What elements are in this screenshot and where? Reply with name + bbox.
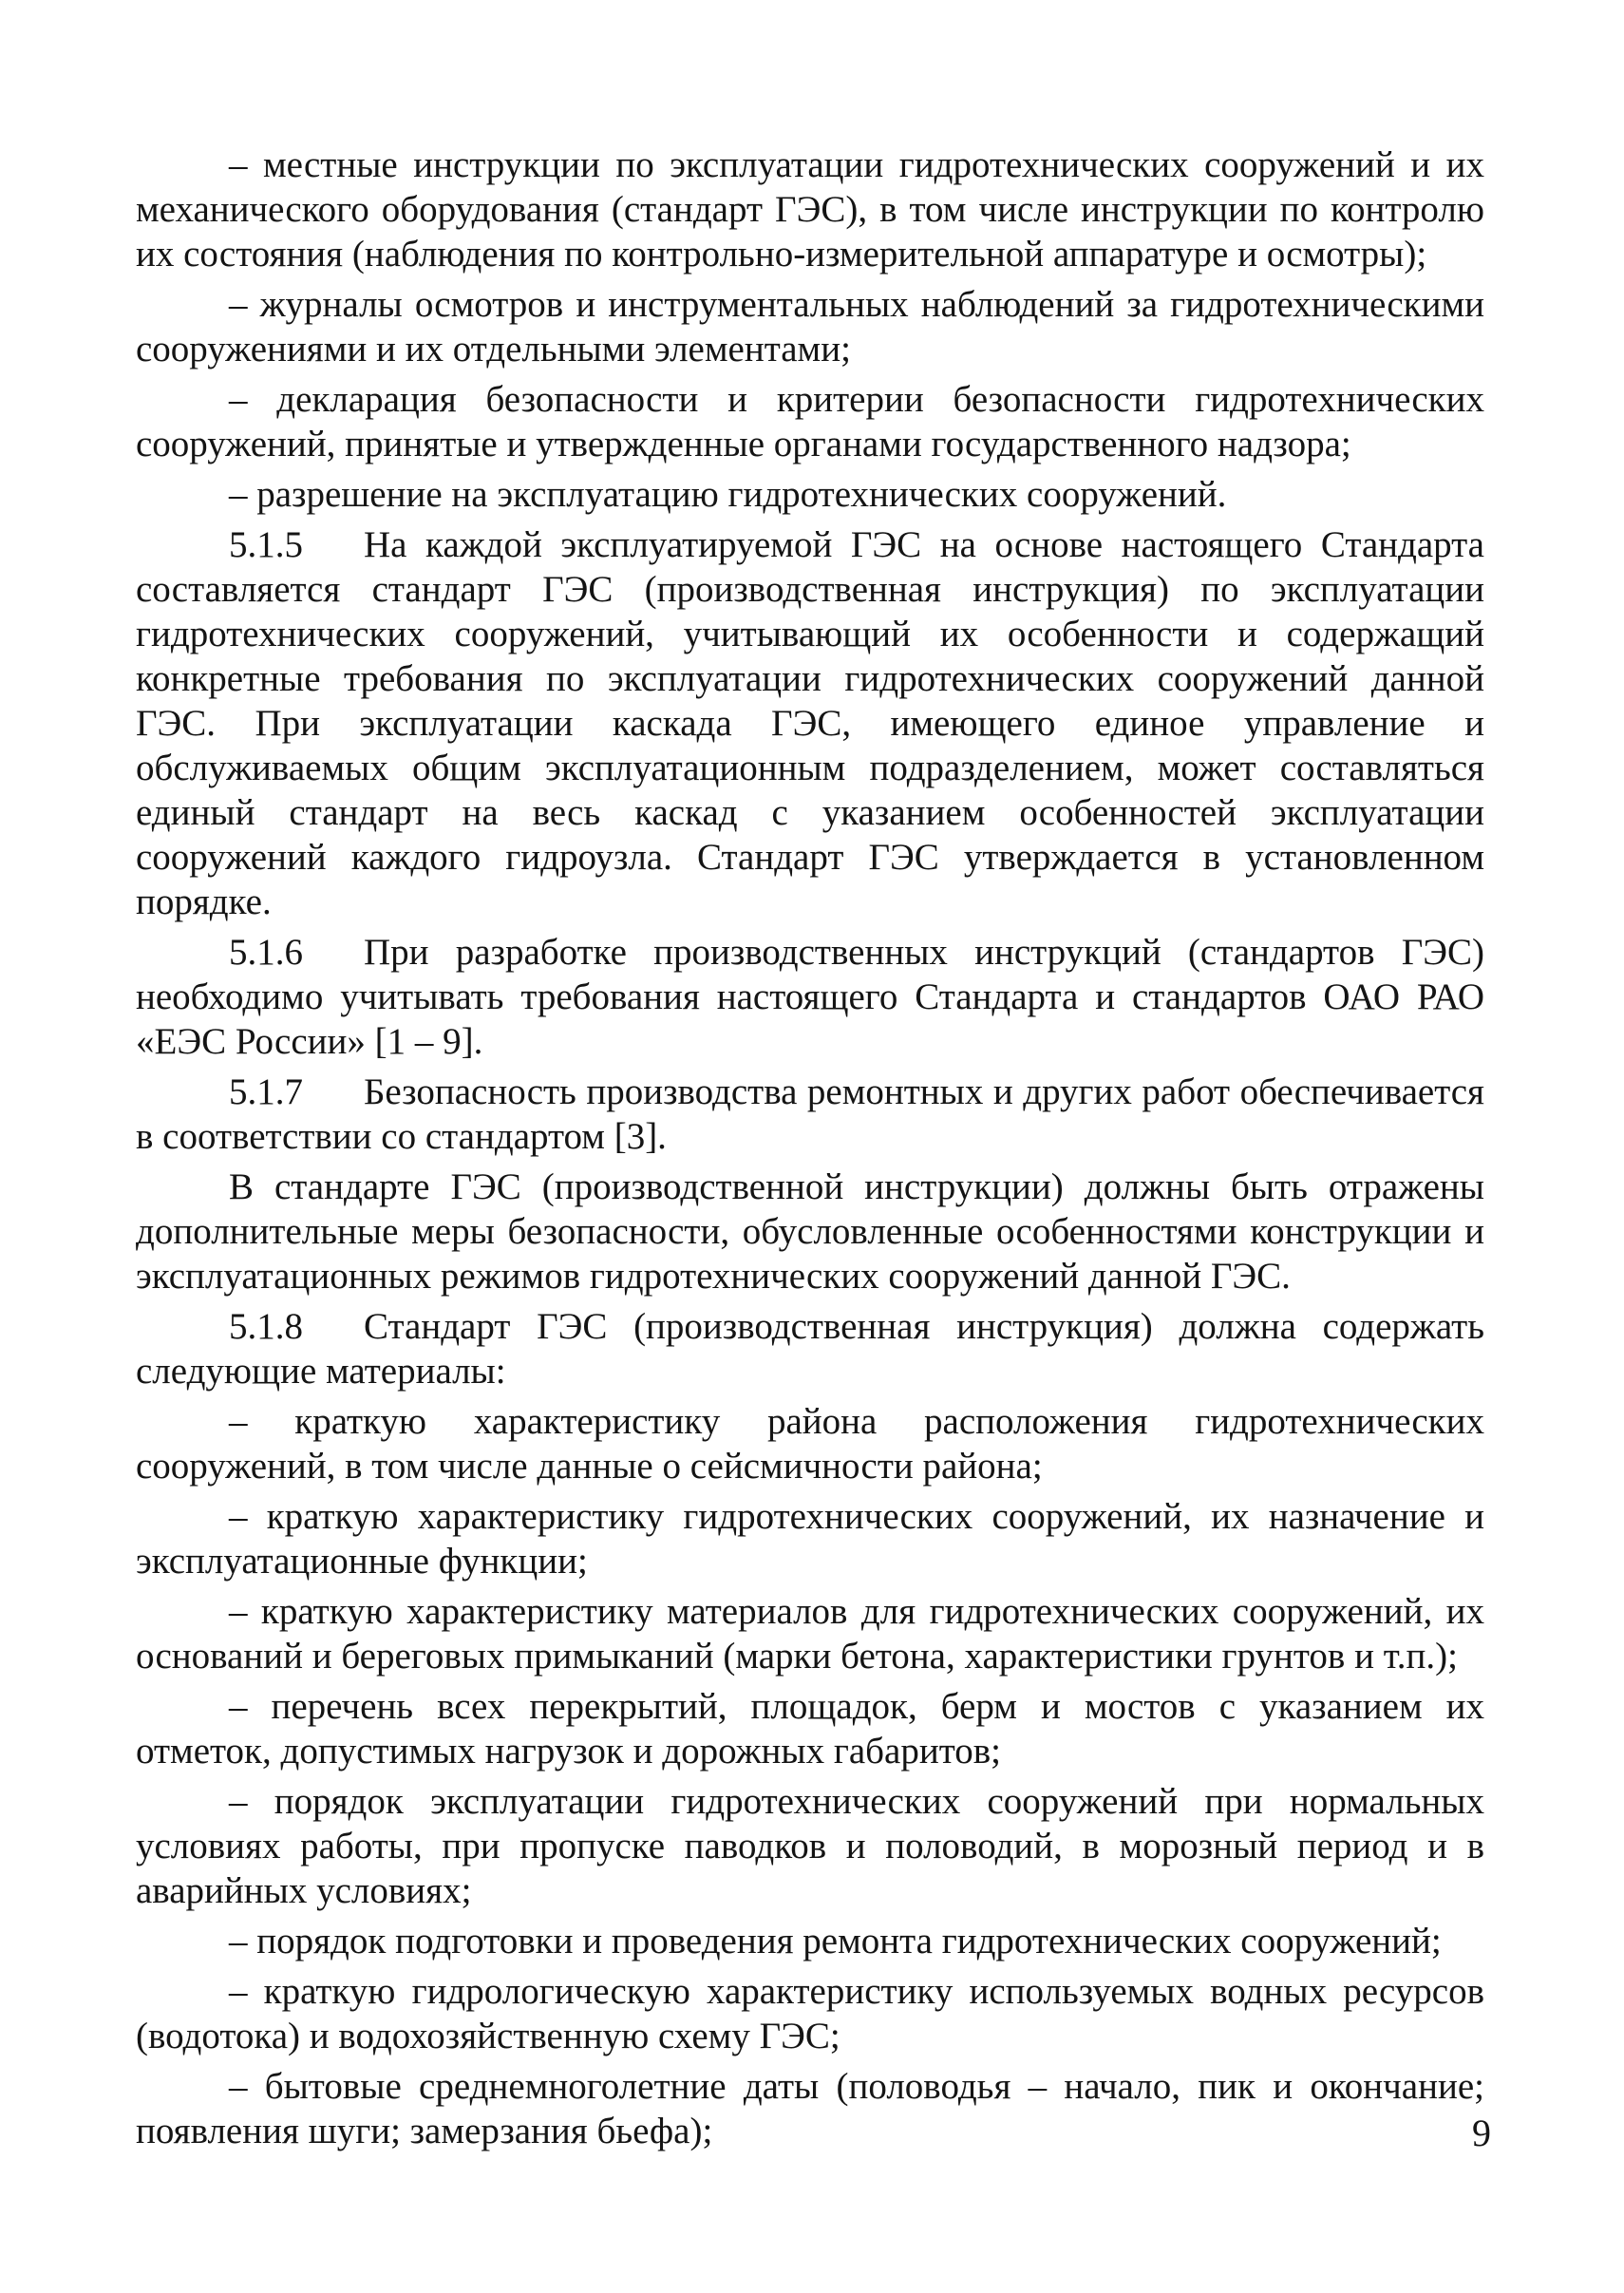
clause-number: 5.1.8 (229, 1306, 303, 1347)
list-item: – краткую гидрологическую характеристику используемых водных ресурсов (водотока) и водохозяйственную схему ГЭС; (136, 1971, 1484, 2056)
list-item: – краткую характеристику гидротехнических сооружений, их назначение и эксплуатационные функции; (136, 1496, 1484, 1582)
list-item: – порядок подготовки и проведения ремонта гидротехнических сооружений; (229, 1921, 1442, 1961)
list-item: – местные инструкции по эксплуатации гидротехнических сооружений и их механического оборудования (стандарт ГЭС), в том числе инструкции по контролю их состояния (наблюдения по контрольно-измерительной аппаратуре и осмотры); (136, 144, 1484, 275)
clause-paragraph: 5.1.7 Безопасность производства ремонтных и других работ обеспечивается в соответствии со стандартом [3]. (136, 1071, 1484, 1157)
list-item: – журналы осмотров и инструментальных наблюдений за гидротехническими сооружениями и их отдельными элементами; (136, 284, 1484, 370)
text-paragraph: В стандарте ГЭС (производственной инструкции) должны быть отражены дополнительные меры безопасности, обусловленные особенностями конструкции и эксплуатационных режимов гидротехнических сооружений данной ГЭС. (136, 1166, 1484, 1297)
list-item: – порядок эксплуатации гидротехнических сооружений при нормальных условиях работы, при пропуске паводков и половодий, в морозный период и в аварийных условиях; (136, 1781, 1484, 1911)
clause-number: 5.1.7 (229, 1071, 303, 1112)
body-text (136, 142, 1484, 2159)
clause-paragraph: 5.1.5 На каждой эксплуатируемой ГЭС на основе настоящего Стандарта составляется стандарт ГЭС (производственная инструкция) по эксплуатации гидротехнических сооружений, учитывающий их особенности и содержащий конкретные требования по эксплуатации гидротехнических сооружений данной ГЭС. При эксплуатации каскада ГЭС, имеющего единое управление и обслуживаемых общим эксплуатационным подразделением, может составляться единый стандарт на весь каскад с указанием особенностей эксплуатации сооружений каждого гидроузла. Стандарт ГЭС утверждается в установленном порядке. (136, 524, 1484, 922)
clause-number: 5.1.5 (229, 524, 303, 565)
list-item: – краткую характеристику района расположения гидротехнических сооружений, в том числе данные о сейсмичности района; (136, 1401, 1484, 1487)
list-item: – краткую характеристику материалов для гидротехнических сооружений, их оснований и береговых примыканий (марки бетона, характеристики грунтов и т.п.); (136, 1591, 1484, 1677)
list-item: – бытовые среднемноголетние даты (половодья – начало, пик и окончание; появления шуги; замерзания бьефа); (136, 2066, 1484, 2151)
clause-number: 5.1.6 (229, 932, 303, 973)
list-item: – перечень всех перекрытий, площадок, берм и мостов с указанием их отметок, допустимых нагрузок и дорожных габаритов; (136, 1686, 1484, 1772)
list-item: – декларация безопасности и критерии безопасности гидротехнических сооружений, принятые и утвержденные органами государственного надзора; (136, 379, 1484, 464)
list-item: – разрешение на эксплуатацию гидротехнических сооружений. (229, 474, 1227, 515)
clause-paragraph: 5.1.8 Стандарт ГЭС (производственная инструкция) должна содержать следующие материалы: (136, 1306, 1484, 1392)
page-number: 9 (1472, 2112, 1491, 2154)
clause-paragraph: 5.1.6 При разработке производственных инструкций (стандартов ГЭС) необходимо учитывать требования настоящего Стандарта и стандартов ОАО РАО «ЕЭС России» [1 – 9]. (136, 932, 1484, 1062)
